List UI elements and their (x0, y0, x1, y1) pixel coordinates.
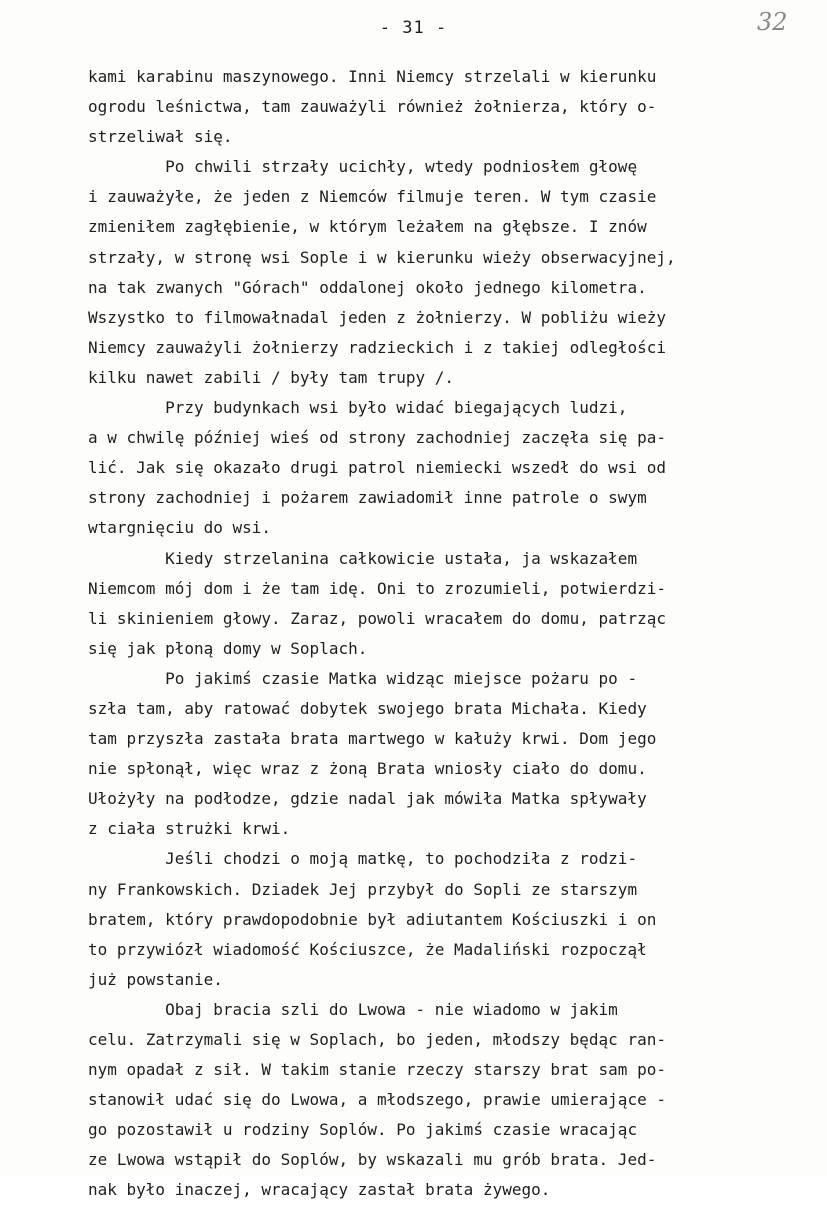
text-line: strzały, w stronę wsi Sople i w kierunku wieży obserwacyjnej, (88, 247, 676, 267)
text-line: szła tam, aby ratować dobytek swojego brata Michała. Kiedy (88, 698, 647, 718)
text-line: ogrodu leśnictwa, tam zauważyli również żołnierza, który o- (88, 97, 657, 117)
text-line: na tak zwanych "Górach" oddalonej około jednego kilometra. (88, 277, 647, 297)
text-line: Obaj bracia szli do Lwowa - nie wiadomo w jakim (88, 999, 618, 1019)
text-line: Po jakimś czasie Matka widząc miejsce pożaru po - (88, 668, 638, 688)
text-line: i zauważyłe, że jeden z Niemców filmuje teren. W tym czasie (88, 187, 657, 207)
text-line: nak było inaczej, wracający zastał brata żywego. (88, 1180, 551, 1200)
text-line: Ułożyły na podłodze, gdzie nadal jak mówiła Matka spływały (88, 789, 647, 809)
text-line: lić. Jak się okazało drugi patrol niemiecki wszedł do wsi od (88, 458, 666, 478)
text-line: celu. Zatrzymali się w Soplach, bo jeden, młodszy będąc ran- (88, 1030, 666, 1049)
text-line: a w chwilę później wieś od strony zachodniej zaczęła się pa- (88, 428, 666, 448)
text-line: już powstanie. (88, 969, 223, 989)
text-line: wtargnięciu do wsi. (88, 518, 272, 538)
text-line: li skinieniem głowy. Zaraz, powoli wracałem do domu, patrząc (88, 608, 666, 628)
text-line: się jak płoną domy w Soplach. (88, 638, 368, 658)
page-number: - 31 - (379, 18, 448, 38)
body-text (88, 62, 778, 1206)
text-line: nie spłonął, więc wraz z żoną Brata wniosły ciało do domu. (88, 759, 647, 779)
text-line: Niemcy zauważyli żołnierzy radzieckich i z takiej odległości (88, 337, 666, 357)
text-line: z ciała strużki krwi. (88, 819, 291, 839)
text-line: nym opadał z sił. W takim stanie rzeczy starszy brat sam po- (88, 1060, 666, 1080)
text-line: ze Lwowa wstąpił do Soplów, by wskazali mu grób brata. Jed- (88, 1150, 657, 1170)
text-line: strzeliwał się. (88, 127, 233, 147)
text-line: Przy budynkach wsi było widać biegających ludzi, (88, 398, 628, 418)
text-line: Kiedy strzelanina całkowicie ustała, ja wskazałem (88, 548, 638, 568)
text-line: Jeśli chodzi o moją matkę, to pochodziła z rodzi- (88, 849, 638, 869)
text-line: Niemcom mój dom i że tam idę. Oni to zrozumieli, potwierdzi- (88, 578, 666, 598)
text-line: ny Frankowskich. Dziadek Jej przybył do Sopli ze starszym (88, 879, 638, 899)
text-line: to przywiózł wiadomość Kościuszce, że Madaliński rozpoczął (88, 939, 647, 959)
text-line: kilku nawet zabili / były tam trupy /. (88, 367, 455, 387)
handwritten-archive-number: 32 (757, 8, 788, 36)
text-line: Wszystko to filmowałnadal jeden z żołnierzy. W pobliżu wieży (88, 307, 666, 327)
text-line: Po chwili strzały ucichły, wtedy podniosłem głowę (88, 157, 638, 177)
text-line: kami karabinu maszynowego. Inni Niemcy strzelali w kierunku (88, 67, 657, 86)
text-line: tam przyszła zastała brata martwego w kałuży krwi. Dom jego (88, 729, 657, 749)
text-line: go pozostawił u rodziny Soplów. Po jakimś czasie wracając (88, 1120, 638, 1140)
text-line: bratem, który prawdopodobnie był adiutantem Kościuszki i on (88, 909, 657, 929)
text-line: zmieniłem zagłębienie, w którym leżałem na głębsze. I znów (88, 217, 647, 237)
text-line: strony zachodniej i pożarem zawiadomił inne patrole o swym (88, 488, 647, 508)
text-line: stanowił udać się do Lwowa, a młodszego, prawie umierające - (88, 1090, 666, 1110)
